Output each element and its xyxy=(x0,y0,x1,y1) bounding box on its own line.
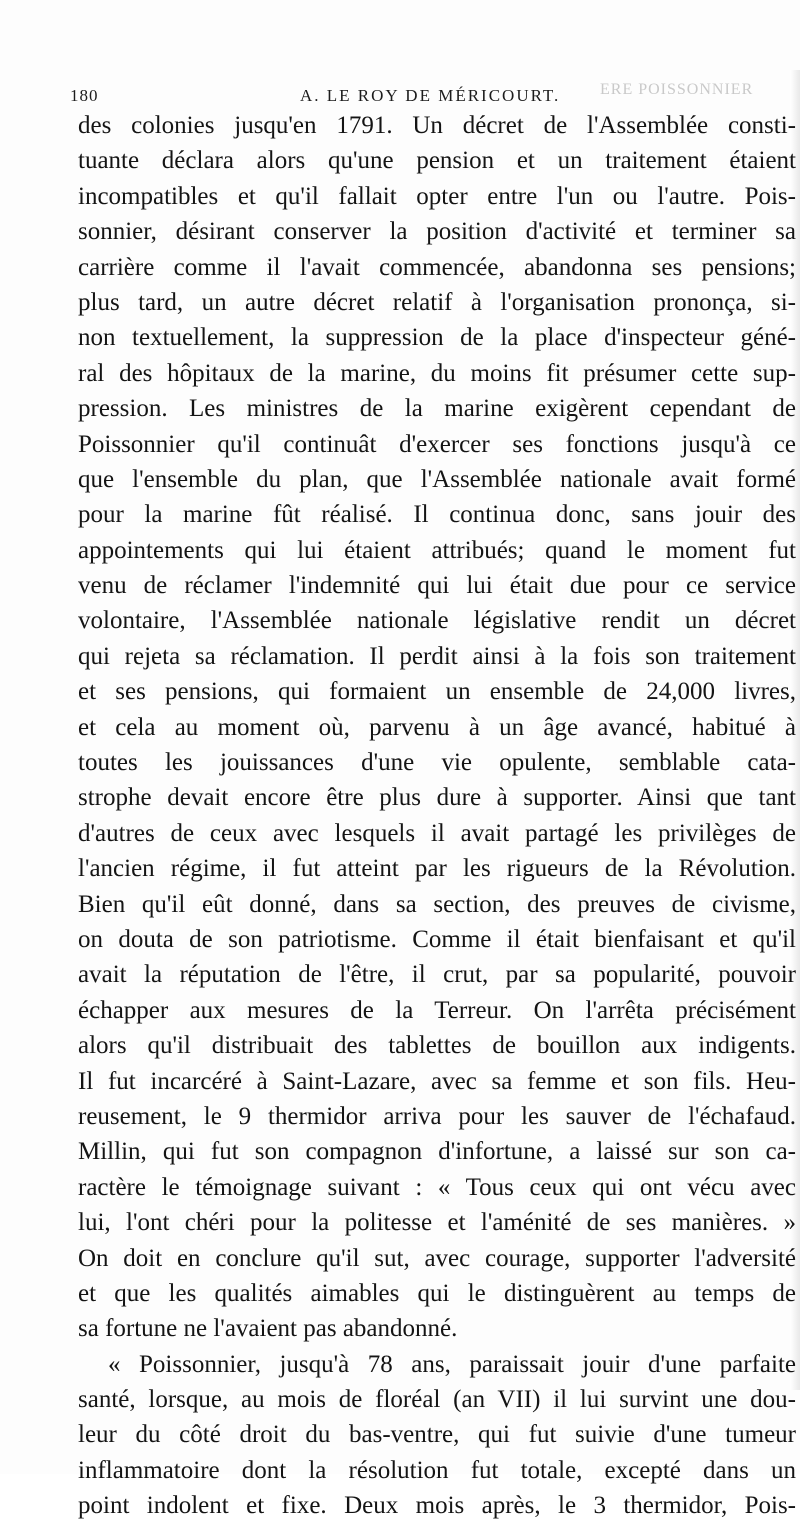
bleed-through-text: ERE POISSONNIER xyxy=(600,81,754,98)
text-line: venu de réclamer l'indemnité qui lui était due pour ce service xyxy=(78,572,796,600)
text-line: volontaire, l'Assemblée nationale législative rendit un décret xyxy=(78,607,796,635)
text-line: pression. Les ministres de la marine exigèrent cependant de xyxy=(78,395,796,423)
page-number: 180 xyxy=(70,86,99,105)
paragraph xyxy=(78,108,796,1347)
text-line: alors qu'il distribuait des tablettes de bouillon aux indigents. xyxy=(78,1032,796,1060)
text-line: et que les qualités aimables qui le distinguèrent au temps de xyxy=(78,1279,796,1307)
text-line: Poissonnier qu'il continuât d'exercer ses fonctions jusqu'à ce xyxy=(78,430,796,458)
text-line: toutes les jouissances d'une vie opulente, semblable cata- xyxy=(78,749,796,777)
text-line: sa fortune ne l'avaient pas abandonné. xyxy=(78,1315,458,1343)
text-line: Il fut incarcéré à Saint-Lazare, avec sa femme et son fils. Heu- xyxy=(78,1067,796,1095)
text-line: et ses pensions, qui formaient un ensemble de 24,000 livres, xyxy=(78,678,796,706)
text-line: Millin, qui fut son compagnon d'infortune, a laissé sur son ca- xyxy=(78,1138,796,1166)
text-line: et cela au moment où, parvenu à un âge avancé, habitué à xyxy=(78,713,796,741)
paragraph xyxy=(78,1347,796,1524)
text-line: que l'ensemble du plan, que l'Assemblée nationale avait formé xyxy=(78,465,796,493)
text-line: leur du côté droit du bas-ventre, qui fut suivie d'une tumeur xyxy=(78,1421,796,1449)
running-title: A. LE ROY DE MÉRICOURT. xyxy=(300,86,561,105)
text-line: carrière comme il l'avait commencée, abandonna ses pensions; xyxy=(78,253,796,281)
text-line: échapper aux mesures de la Terreur. On l'arrêta précisément xyxy=(78,996,796,1024)
text-line: santé, lorsque, au mois de floréal (an VII) il lui survint une dou- xyxy=(78,1386,796,1414)
text-line: plus tard, un autre décret relatif à l'organisation prononça, si- xyxy=(78,288,796,316)
running-head xyxy=(70,86,790,110)
text-line: point indolent et fixe. Deux mois après, le 3 thermidor, Pois- xyxy=(78,1492,796,1520)
body-text xyxy=(78,108,796,1524)
text-line: inflammatoire dont la résolution fut totale, excepté dans un xyxy=(78,1456,796,1484)
text-line: On doit en conclure qu'il sut, avec courage, supporter l'adversité xyxy=(78,1244,796,1272)
text-line: des colonies jusqu'en 1791. Un décret de l'Assemblée consti- xyxy=(78,112,796,139)
text-line: d'autres de ceux avec lesquels il avait partagé les privilèges de xyxy=(78,819,796,847)
text-line: reusement, le 9 thermidor arriva pour les sauver de l'échafaud. xyxy=(78,1102,796,1130)
text-line: sonnier, désirant conserver la position d'activité et terminer sa xyxy=(78,218,796,246)
text-line: avait la réputation de l'être, il crut, par sa popularité, pouvoir xyxy=(78,961,796,989)
text-line: Bien qu'il eût donné, dans sa section, des preuves de civisme, xyxy=(78,890,796,918)
text-line: « Poissonnier, jusqu'à 78 ans, paraissait jouir d'une parfaite xyxy=(108,1350,796,1378)
text-line: pour la marine fût réalisé. Il continua donc, sans jouir des xyxy=(78,501,796,529)
text-line: tuante déclara alors qu'une pension et un traitement étaient xyxy=(78,147,796,175)
text-line: qui rejeta sa réclamation. Il perdit ainsi à la fois son traitement xyxy=(78,642,796,670)
text-line: ractère le témoignage suivant : « Tous ceux qui ont vécu avec xyxy=(78,1173,796,1201)
text-line: strophe devait encore être plus dure à supporter. Ainsi que tant xyxy=(78,784,796,812)
text-line: ral des hôpitaux de la marine, du moins fit présumer cette sup- xyxy=(78,359,796,387)
text-line: lui, l'ont chéri pour la politesse et l'aménité de ses manières. » xyxy=(78,1209,796,1237)
text-line: on douta de son patriotisme. Comme il était bienfaisant et qu'il xyxy=(78,925,796,953)
text-line: l'ancien régime, il fut atteint par les rigueurs de la Révolution. xyxy=(78,855,796,883)
text-line: incompatibles et qu'il fallait opter entre l'un ou l'autre. Pois- xyxy=(78,182,796,210)
text-line: appointements qui lui étaient attribués; quand le moment fut xyxy=(78,536,796,564)
text-line: non textuellement, la suppression de la place d'inspecteur géné- xyxy=(78,324,796,352)
